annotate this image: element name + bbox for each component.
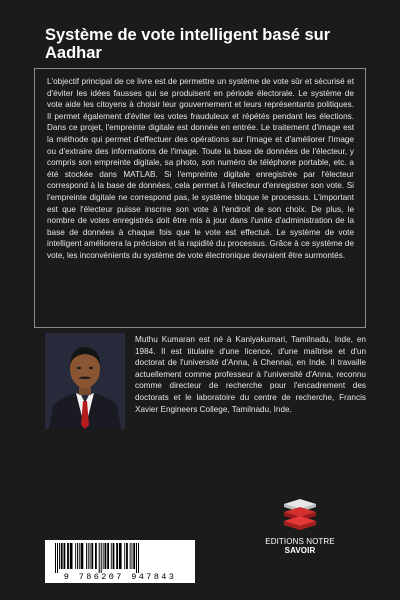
summary-box — [34, 68, 366, 328]
book-summary: L'objectif principal de ce livre est de permettre un système de vote sûr et sécurisé et d'éviter les idées fausses qui se produisent en période électorale. Le système de vote aide les citoyens à choisir leur gouvernement et leurs représentants politiques. Il permet également d'éviter les votes frauduleux et répétés pendant les élections. Dans ce projet, l'empreinte digitale est donnée en entrée. Le traitement d'image est la méthode qui permet d'effectuer des opérations sur l'image et d'améliorer l'image ou d'extraire des informations de l'image. Toute la base de données de l'électeur, y compris son empreinte digitale, sa photo, son numéro de téléphone portable, etc. a été stockée dans MATLAB. Si l'empreinte digitale enregistrée par l'électeur correspond à la base de données, cela permet à l'électeur d'enregistrer son vote. Si l'empreinte digitale ne correspond pas, le système bloque le processus. L'important est que l'électeur puisse inscrire son vote à l'endroit de son choix. De plus, le nombre de votes enregistrés doit être mis à jour dans l'unité d'administration de la base de données à chaque fois que le vote est effectué. Le système de vote intelligent améliorera la précision et la rapidité du processus. Grâce à ce système de vote, les inconvénients du système de vote électronique devraient être surmontés. — [47, 77, 354, 260]
stacked-books-icon — [280, 498, 320, 534]
publisher-name-prefix: EDITIONS NOTRE — [265, 537, 335, 546]
author-portrait-image — [45, 333, 125, 429]
barcode-bars — [45, 540, 195, 574]
isbn-barcode — [45, 540, 195, 583]
book-title: Système de vote intelligent basé sur Aadhar — [45, 26, 331, 62]
author-bio: Muthu Kumaran est né à Kaniyakumari, Tamilnadu, Inde, en 1984. Il est titulaire d'une licence, d'une maîtrise et d'un doctorat de l'université d'Anna, à Chennai, en Inde. Il travaille actuellement comme professeur à l'université d'Anna, reconnu comme directeur de recherche pour l'encadrement des doctorats et le laboratoire du centre de recherche, Francis Xavier Engineers College, Tamilnadu, Inde. — [135, 335, 366, 414]
publisher-name — [255, 537, 345, 555]
author-photo — [45, 333, 125, 429]
barcode-digits: 9 786207 947843 — [63, 572, 177, 582]
publisher-name-bold: SAVOIR — [284, 546, 316, 555]
publisher-logo — [255, 498, 345, 555]
